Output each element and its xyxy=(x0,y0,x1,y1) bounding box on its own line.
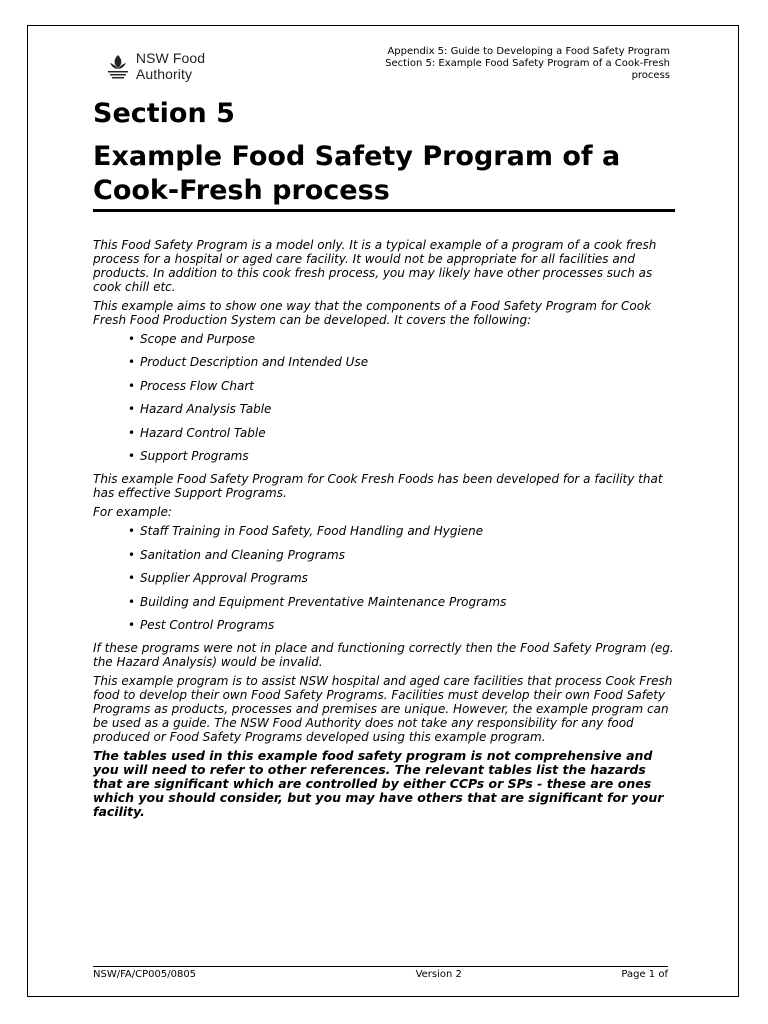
logo-text: NSW Food Authority xyxy=(135,50,206,82)
list-item: • Pest Control Programs xyxy=(128,617,275,632)
list-item: • Hazard Analysis Table xyxy=(128,402,272,417)
section-number: Section 5 xyxy=(93,98,235,129)
document-body xyxy=(93,238,678,824)
header-line-3: process xyxy=(631,70,670,81)
page-number: Page 1 of xyxy=(621,969,668,980)
list-item: • Building and Equipment Preventative Maintenance Programs xyxy=(128,594,507,609)
header-line-2: Section 5: Example Food Safety Program of a Cook-Fresh xyxy=(385,58,670,69)
section-title: Example Food Safety Program of a Cook-Fresh process xyxy=(93,141,621,206)
tables-note-paragraph: The tables used in this example food safety program is not comprehensive and you will need to refer to other references. The relevant tables list the hazards that are significant which are controlled by either CCPs or SPs - these are ones which you should consider, but you may have others that are significant for your facility. xyxy=(93,748,664,820)
components-list xyxy=(93,332,678,472)
bullet-icon: • xyxy=(128,594,136,609)
bullet-icon: • xyxy=(128,378,136,393)
bullet-icon: • xyxy=(128,355,136,370)
header-meta xyxy=(340,46,670,82)
intro-paragraph: This Food Safety Program is a model only. It is a typical example of a program of a cook fresh process for a hospital or aged care facility. It would not be appropriate for all facilities and products. In addition to this cook fresh process, you may likely have other processes such as cook chill etc. xyxy=(93,238,657,294)
list-item: • Support Programs xyxy=(128,448,249,463)
document-code: NSW/FA/CP005/0805 xyxy=(93,969,197,980)
purpose-paragraph: This example program is to assist NSW hospital and aged care facilities that process Cook Fresh food to develop their own Food Safety Programs. Facilities must develop their own Food Safety Programs as products, processes and premises are unique. However, the example program can be used as a guide. The NSW Food Authority does not take any responsibility for any food produced or Food Safety Programs developed using this example program. xyxy=(93,674,673,745)
list-item: • Product Description and Intended Use xyxy=(128,355,369,370)
list-item: • Staff Training in Food Safety, Food Handling and Hygiene xyxy=(128,524,484,539)
bullet-icon: • xyxy=(128,425,136,440)
aims-paragraph: This example aims to show one way that the components of a Food Safety Program for Cook Fresh Food Production System can be developed. It covers the following: xyxy=(93,299,652,327)
bullet-icon: • xyxy=(128,448,136,463)
bullet-icon: • xyxy=(128,547,136,562)
support-programs-list xyxy=(93,524,678,641)
page-footer xyxy=(93,966,668,980)
bullet-icon: • xyxy=(128,402,136,417)
bullet-icon: • xyxy=(128,332,136,346)
nsw-food-authority-logo xyxy=(104,48,264,84)
list-item: • Supplier Approval Programs xyxy=(128,571,308,586)
version-label: Version 2 xyxy=(415,969,462,980)
bullet-icon: • xyxy=(128,617,136,632)
header-line-1: Appendix 5: Guide to Developing a Food Safety Program xyxy=(387,46,670,57)
support-programs-paragraph: This example Food Safety Program for Cook Fresh Foods has been developed for a facility that has effective Support Programs. xyxy=(93,472,663,501)
list-item: • Hazard Control Table xyxy=(128,425,266,440)
leaf-logo-icon xyxy=(104,51,132,81)
for-example-label: For example: xyxy=(93,505,172,520)
list-item: • Scope and Purpose xyxy=(128,332,256,346)
bullet-icon: • xyxy=(128,571,136,586)
list-item: • Process Flow Chart xyxy=(128,378,254,393)
title-rule xyxy=(93,209,675,212)
bullet-icon: • xyxy=(128,524,136,539)
invalid-program-paragraph: If these programs were not in place and functioning correctly then the Food Safety Program (eg. the Hazard Analysis) would be invalid. xyxy=(93,641,674,670)
list-item: • Sanitation and Cleaning Programs xyxy=(128,547,345,562)
